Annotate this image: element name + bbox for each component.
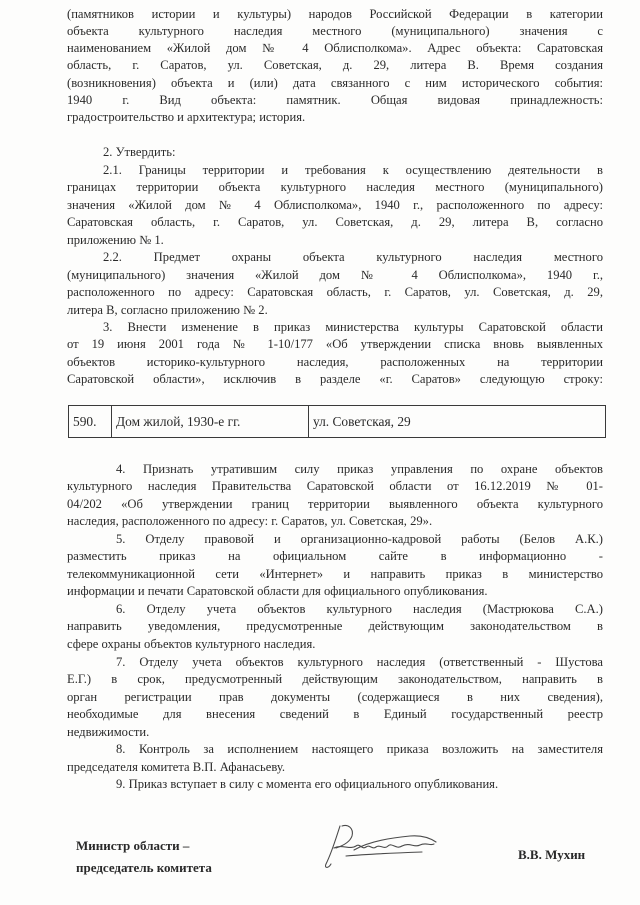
- text-line: литера В, согласно приложению № 2.: [67, 303, 268, 317]
- text-line: наименованием «Жилой дом № 4 Облисполкома». Адрес объекта: Саратовская: [67, 41, 603, 55]
- text-line: 9. Приказ вступает в силу с момента его официального опубликования.: [116, 777, 499, 791]
- text-line: 4. Признать утратившим силу приказ управления по охране объектов: [116, 462, 603, 476]
- handwritten-signature: [318, 820, 448, 882]
- text-line: (муниципального) значения «Жилой дом № 4 Облисполкома», 1940 г.,: [67, 268, 603, 282]
- text-line: 6. Отделу учета объектов культурного наследия (Мастрюкова С.А.): [116, 602, 603, 616]
- text-line: 3. Внести изменение в приказ министерства культуры Саратовской области: [103, 320, 603, 334]
- text-line: 04/202 «Об утверждении границ территории выявленного объекта культурного: [67, 497, 603, 511]
- table-cell-address: ул. Советская, 29: [309, 406, 606, 438]
- text-line: разместить приказ на официальном сайте в информационно -: [67, 549, 603, 563]
- text-line: (возникновения) объекта и (или) дата связанного с ним исторического события:: [67, 76, 603, 90]
- text-line: границах территории объекта культурного наследия местного (муниципального): [67, 180, 603, 194]
- text-line: (памятников истории и культуры) народов Российской Федерации в категории: [67, 7, 603, 21]
- text-line: необходимые для внесения сведений в Единый государственный реестр: [67, 707, 603, 721]
- text-line: сфере охраны объектов культурного наследия.: [67, 637, 316, 651]
- text-line: наследия, расположенного по адресу: г. Саратов, ул. Советская, 29».: [67, 514, 433, 528]
- text-line: Саратовская область, г. Саратов, ул. Советская, д. 29, литера В, согласно: [67, 215, 603, 229]
- text-line: направить уведомления, предусмотренные действующим законодательством в: [67, 619, 603, 633]
- table-cell-name: Дом жилой, 1930-е гг.: [112, 406, 309, 438]
- text-line: область, г. Саратов, ул. Советская, д. 29, литера В. Время создания: [67, 58, 603, 72]
- text-line: приложению № 1.: [67, 233, 164, 247]
- text-line: 8. Контроль за исполнением настоящего приказа возложить на заместителя: [116, 742, 603, 756]
- text-line: 1940 г. Вид объекта: памятник. Общая видовая принадлежность:: [67, 93, 603, 107]
- text-line: значения «Жилой дом № 4 Облисполкома», 1940 г., расположенного по адресу:: [67, 198, 603, 212]
- excluded-object-table: [68, 405, 606, 438]
- signatory-title: [76, 835, 212, 879]
- text-line: Е.Г.) в срок, предусмотренный действующим законодательством, направить в: [67, 672, 603, 686]
- text-line: расположенного по адресу: Саратовская область, г. Саратов, ул. Советская, д. 29,: [67, 285, 603, 299]
- text-line: 2. Утвердить:: [103, 145, 176, 159]
- table-cell-number: 590.: [69, 406, 112, 438]
- text-line: градостроительство и архитектура; история.: [67, 110, 306, 124]
- text-line: телекоммуникационной сети «Интернет» и направить приказ в министерство: [67, 567, 603, 581]
- text-line: 2.2. Предмет охраны объекта культурного наследия местного: [103, 250, 603, 264]
- signatory-name: В.В. Мухин: [518, 847, 586, 862]
- text-line: от 19 июня 2001 года № 1-10/177 «Об утверждении списка вновь выявленных: [67, 337, 603, 351]
- text-line: информации и печати Саратовской области для официального опубликования.: [67, 584, 488, 598]
- text-line: недвижимости.: [67, 725, 150, 739]
- text-line: объекта культурного наследия местного (муниципального) значения с: [67, 24, 603, 38]
- signatory-title-line1: Министр области –: [76, 838, 190, 853]
- text-line: объектов историко-культурного наследия, расположенных на территории: [67, 355, 603, 369]
- text-line: орган регистрации прав документы (содержащиеся в них сведения),: [67, 690, 603, 704]
- text-line: 5. Отделу правовой и организационно-кадровой работы (Белов А.К.): [116, 532, 603, 546]
- table-row: [69, 406, 606, 438]
- text-line: 2.1. Границы территории и требования к осуществлению деятельности в: [103, 163, 603, 177]
- text-line: культурного наследия Правительства Саратовской области от 16.12.2019 № 01-: [67, 479, 603, 493]
- text-line: 7. Отделу учета объектов культурного наследия (ответственный - Шустова: [116, 655, 603, 669]
- text-line: Саратовской области», исключив в разделе «г. Саратов» следующую строку:: [67, 372, 603, 386]
- text-line: председателя комитета В.П. Афанасьеву.: [67, 760, 286, 774]
- signatory-title-line2: председатель комитета: [76, 860, 212, 875]
